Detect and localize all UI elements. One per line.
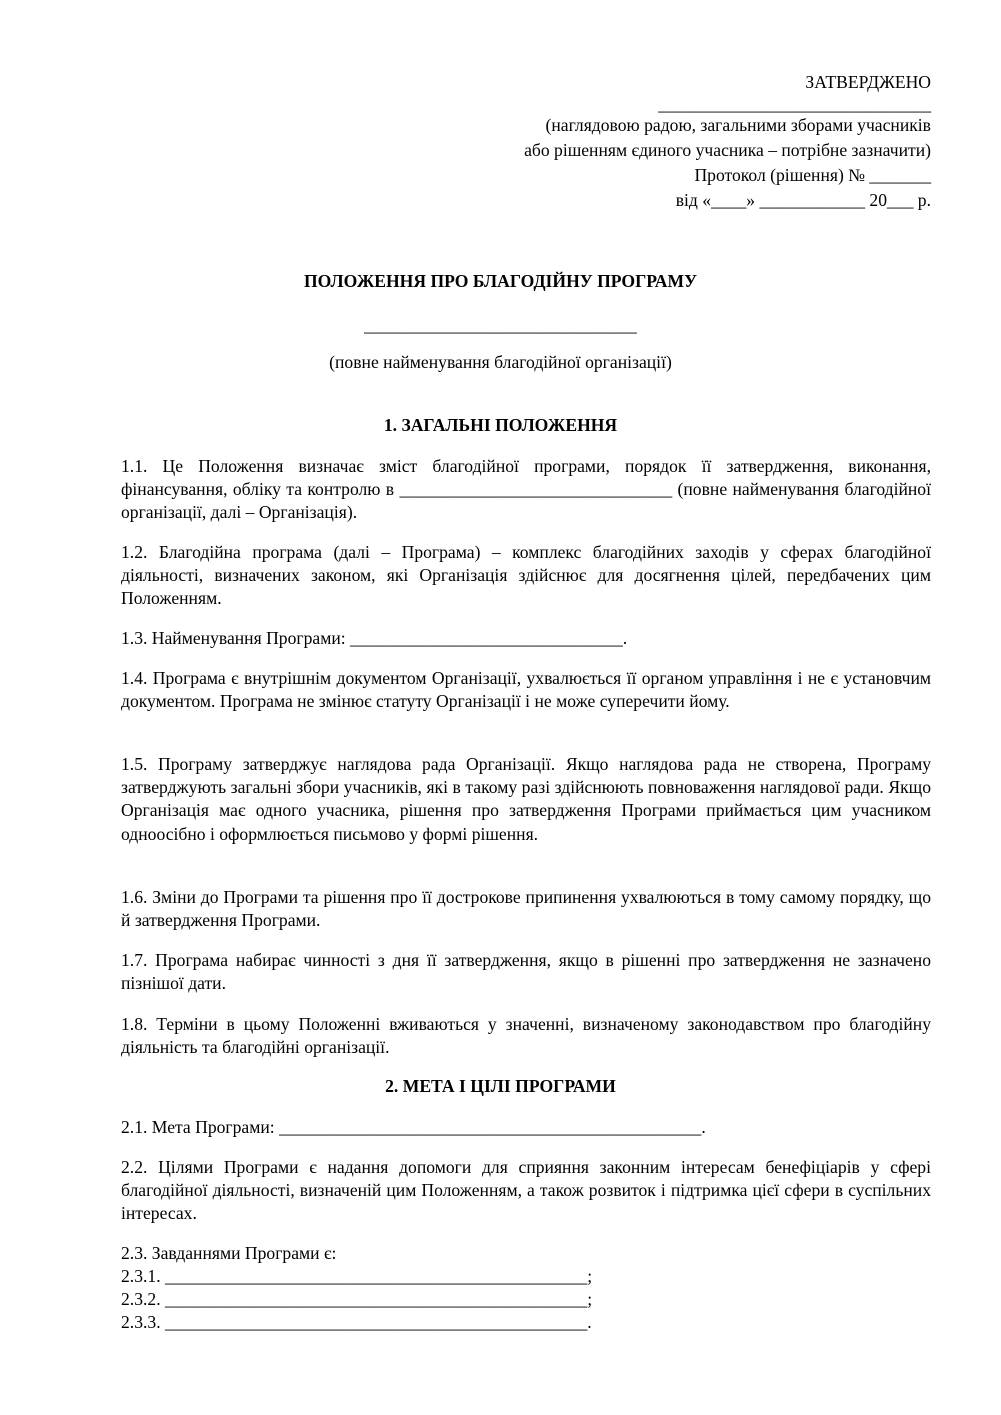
- clause-2-1: 2.1. Мета Програми: ________________________________________________.: [121, 1117, 706, 1137]
- approval-blank: _______________________________: [658, 94, 931, 114]
- organization-name-blank: _______________________________: [364, 315, 637, 335]
- clause-1-5: 1.5. Програму затверджує наглядова рада Організації. Якщо наглядова рада не створена, Програму затверджують загальні збори учасників, які в такому разі здійснюють повноваження наглядової ради. Якщо Організація має одного учасника, рішення про затвердження Програми приймається цим учасником одноосібно і оформлюється письмово у формі рішення.: [121, 754, 931, 844]
- clause-1-1: 1.1. Це Положення визначає зміст благодійної програми, порядок її затвердження, виконання, фінансування, обліку та контролю в _______________________________ (повне найменування благодійної організації, далі – Організація).: [121, 456, 931, 523]
- approval-date: від «____» ____________ 20___ р.: [675, 190, 931, 210]
- clause-1-7: 1.7. Програма набирає чинності з дня її затвердження, якщо в рішенні про затвердження не зазначено пізнішої дати.: [121, 950, 931, 994]
- approval-heading: ЗАТВЕРДЖЕНО: [805, 72, 931, 92]
- clause-1-2: 1.2. Благодійна програма (далі – Програма) – комплекс благодійних заходів у сферах благодійної діяльності, визначених законом, які Організація здійснює для досягнення цілей, передбачених цим Положенням.: [121, 542, 931, 609]
- approval-protocol: Протокол (рішення) № _______: [694, 165, 931, 185]
- task-2-3-1: 2.3.1. ________________________________________________;: [121, 1266, 593, 1286]
- approval-block: [524, 70, 931, 213]
- clause-1-3: 1.3. Найменування Програми: _______________________________.: [121, 628, 628, 648]
- task-2-3-2: 2.3.2. ________________________________________________;: [121, 1289, 593, 1309]
- clause-1-6: 1.6. Зміни до Програми та рішення про її дострокове припинення ухвалюються в тому самому порядку, що й затвердження Програми.: [121, 887, 931, 931]
- clause-2-3: 2.3. Завданнями Програми є:: [121, 1243, 337, 1263]
- document-title: ПОЛОЖЕННЯ ПРО БЛАГОДІЙНУ ПРОГРАМУ: [304, 271, 697, 291]
- clause-1-4: 1.4. Програма є внутрішнім документом Організації, ухвалюється її органом управління і не є установчим документом. Програма не змінює статуту Організації і не може суперечити йому.: [121, 668, 931, 712]
- organization-name-caption: (повне найменування благодійної організації): [329, 352, 672, 372]
- section-2-heading: 2. МЕТА І ЦІЛІ ПРОГРАМИ: [385, 1076, 616, 1096]
- approval-body-line2: або рішенням єдиного учасника – потрібне зазначити): [524, 140, 931, 160]
- section-1-heading: 1. ЗАГАЛЬНІ ПОЛОЖЕННЯ: [383, 415, 618, 435]
- task-2-3-3: 2.3.3. ________________________________________________.: [121, 1312, 592, 1332]
- clause-2-2: 2.2. Цілями Програми є надання допомоги для сприяння законним інтересам бенефіціарів у сфері благодійної діяльності, визначеній цим Положенням, а також розвиток і підтримка цієї сфери в суспільних інтересах.: [121, 1157, 931, 1224]
- clause-1-8: 1.8. Терміни в цьому Положенні вживаються у значенні, визначеному законодавством про благодійну діяльність та благодійні організації.: [121, 1014, 931, 1058]
- approval-body-line1: (наглядовою радою, загальними зборами учасників: [545, 115, 931, 135]
